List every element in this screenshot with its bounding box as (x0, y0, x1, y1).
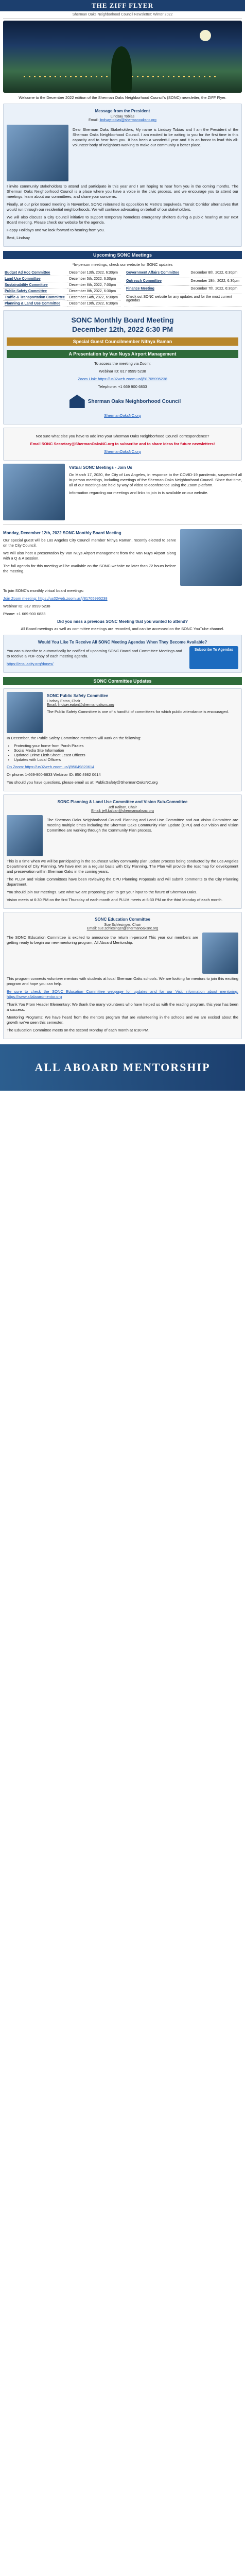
planning-paragraph-3: The PLUM and Vision Committees have been reviewing the CPU Planning Proposals and will submit comments to the City Planning department. (7, 877, 238, 887)
public-safety-section (3, 688, 242, 791)
list-item: • Updates with Local Officers (14, 757, 238, 762)
meeting-link[interactable]: Finance Meeting (125, 286, 189, 294)
email-signup-cta: Email SONC Secretary@ShermanOaksNC.org to subscribe and to share ideas for future newsletters! (30, 442, 215, 446)
meeting-date: December 19th, 2022, 6:30pm (189, 278, 242, 286)
join-label: To join SONC's monthly virtual board meetings: (3, 588, 84, 593)
planning-paragraph-5: Vision meets at 6:30 PM on the first Thursday of each month and PLUM meets at 6:30 PM on the third Monday of each month. (7, 897, 223, 902)
meeting-link[interactable]: Traffic & Transportation Committee (3, 295, 67, 301)
newsletter-subtitle: Sherman Oaks Neighborhood Council Newsletter: Winter 2022 (3, 11, 242, 19)
table-row (3, 276, 120, 282)
monday-paragraph-2: We will also host a presentation by Van Nuys Airport management from the Van Nuys Airport along with a Q & A session. (3, 551, 176, 561)
president-message-title: Message from the President (95, 109, 150, 113)
president-photo (7, 125, 68, 181)
table-row (3, 295, 120, 301)
email-signup-text: Not sure what else you have to add into your Sherman Oaks Neighborhood Council correspondence? (36, 434, 209, 438)
zoom-meeting-photo (3, 464, 65, 520)
table-row (125, 270, 242, 278)
meeting-link[interactable]: Outreach Committee (125, 278, 189, 286)
board-meeting-box (3, 310, 242, 425)
table-row (3, 282, 120, 289)
education-paragraph-6: The Education Committee meets on the second Monday of each month at 6:30 PM. (7, 1028, 150, 1032)
planning-email[interactable]: Email: jeff.kalban@shermanoaksnc.org (91, 809, 154, 813)
council-website-link[interactable]: ShermanOaksNC.org (104, 413, 141, 418)
monday-webinar: Webinar ID: 817 0599 5238 (3, 604, 50, 608)
education-chair-photo (202, 933, 238, 974)
zoom-label: To access the meeting via Zoom: (94, 361, 151, 366)
table-row (125, 294, 242, 307)
education-section (3, 912, 242, 1039)
public-safety-title: SONC Public Safety Committee (47, 693, 109, 698)
public-safety-phone: Or phone: 1-669-900-6833 Webinar ID: 850 4982 0614 (7, 772, 101, 777)
president-paragraph-4: We will also discuss a City Council initiative to support temporary homeless emergency shelters during a public hearing at our next Board meeting. Please check our website for the agenda. (7, 215, 238, 225)
president-paragraph-5: Happy Holidays and we look forward to hearing from you. (7, 228, 105, 232)
public-safety-paragraph-1: The Public Safety Committee is one of a handful of committees for which public attendance is encouraged. (47, 709, 229, 714)
president-signoff: Best, Lindsay (7, 235, 30, 240)
meeting-date: December 8th, 2022, 6:30pm (189, 270, 242, 278)
missed-meeting-title: Did you miss a previous SONC Meeting that you wanted to attend? (57, 619, 188, 624)
agenda-subscribe-box (3, 635, 242, 673)
meeting-date: December 5th, 2022, 6:30pm (67, 276, 120, 282)
missed-meeting-text: All Board meetings as well as committee meetings are recorded, and can be accessed on the SONC YouTube channel. (21, 626, 224, 631)
committee-updates-header: SONC Committee Updates (3, 677, 242, 685)
meeting-date: December 14th, 2022, 6:30pm (67, 295, 120, 301)
join-zoom-link[interactable]: Join Zoom meeting: https://us02web.zoom.us/j/81705995238 (3, 596, 108, 601)
meeting-date: December 7th, 2022, 6:30pm (189, 286, 242, 294)
president-email-link[interactable]: lindsay.tobias@shermanoaksnc.org (99, 118, 156, 122)
meeting-date: December 8th, 2022, 6:30pm (67, 289, 120, 295)
upcoming-meetings-header: Upcoming SONC Meetings (3, 251, 242, 259)
list-item: • Social Media Site Information (14, 748, 238, 753)
planning-paragraph-4: You should join our meetings. See what we are proposing; plan to get your input to the future of Sherman Oaks. (7, 890, 197, 894)
email-signup-box (3, 428, 242, 461)
agenda-subscribe-title: Would You Like To Receive All SONC Meeting Agendas When They Become Available? (38, 640, 207, 645)
website-note: Check out SONC website for any updates and for the most current agendas (125, 294, 242, 307)
meeting-table-left (3, 270, 120, 307)
meeting-date: December 13th, 2022, 6:30pm (67, 270, 120, 276)
education-email[interactable]: Email: sue.schlesinger@shermanoaksnc.org (86, 927, 159, 930)
president-name: Lindsay Tobias (110, 115, 135, 118)
upcoming-note: *In-person meetings, check our website for SONC updates (72, 262, 173, 267)
monday-meeting-title: Monday, December 12th, 2022 SONC Monthly Board Meeting (3, 531, 121, 535)
hero-image (3, 21, 242, 93)
public-safety-email[interactable]: Email: lindsay.eaton@shermanoaksnc.org (47, 703, 114, 707)
education-paragraph-5: Mentoring Programs: We have heard from the mentors program that are volunteering in the schools and we are excited about the growth we've seen this semester. (7, 1015, 238, 1025)
special-guest-bar: Special Guest Councilmember Nithya Raman (7, 337, 238, 346)
table-row (3, 270, 120, 276)
zoom-link[interactable]: Zoom Link: https://us02web.zoom.us/j/81705995238 (78, 377, 167, 381)
planning-paragraph-2: This is a time when we will be participating in the southeast valley community plan update process being conducted by the Los Angeles Department of City Planning. We have met on a regular basis with City Planning. The Plan will provide the roadmap for development and preservation within Sherman Oaks in the coming years. (7, 859, 238, 874)
public-safety-questions: You should you have questions, please email us at: PublicSafety@ShermanOaksNC.org (7, 780, 158, 785)
council-name: Sherman Oaks Neighborhood Council (87, 398, 181, 404)
table-row (125, 278, 242, 286)
education-paragraph-3[interactable]: Be sure to check the SONC Education Committee webpage for updates and for our Visit information about mentoring: https://www.allaboardmentor.org (7, 989, 238, 999)
webinar-id: Webinar ID: 817 0599 5238 (99, 369, 146, 374)
education-chair: Sue Schlesinger, Chair (104, 923, 141, 927)
email-signup-link[interactable]: ShermanOaksNC.org (104, 449, 141, 454)
house-icon (69, 395, 85, 408)
meeting-link[interactable]: Land Use Committee (3, 276, 67, 282)
planning-section (3, 794, 242, 909)
education-paragraph-4: Thank You From Header Elementary: We thank the many volunteers who have helped us with the reading program, this year has been a success. (7, 1002, 238, 1012)
monday-phone: Phone: +1 669 900 6833 (3, 612, 46, 616)
public-safety-paragraph-2: In December, the Public Safety Committee members will work on the following: (7, 736, 142, 740)
meeting-link[interactable]: Planning & Land Use Committee (3, 301, 67, 307)
education-title: SONC Education Committee (95, 917, 150, 922)
meeting-date: December 6th, 2022, 7:00pm (67, 282, 120, 289)
monday-paragraph-3: The full agenda for this meeting will be available on the SONC website no later than 72 hours before the meeting. (3, 564, 176, 573)
education-paragraph-1: The SONC Education Committee is excited to announce the return in-person! This year our members are getting ready to begin our new mentoring program, All Aboard Mentorship. (7, 935, 198, 945)
agenda-subscribe-link[interactable]: https://ens.lacity.org/dones/ (7, 662, 54, 666)
board-meeting-date: December 12th, 2022 6:30 PM (72, 325, 173, 333)
monday-paragraph-1: Our special guest will be Los Angeles City Council member Nithya Raman, recently elected to serve on the City Council. (3, 538, 176, 548)
planning-paragraph-1: The Sherman Oaks Neighborhood Council Planning and Land Use Committee and our Vision Committee are meeting multiple times including the Sherman Oaks Community Plan Update (CPU) and our Vision and Vision Committee are working through the Community Plan process. (47, 818, 238, 833)
virtual-meetings-title: Virtual SONC Meetings - Join Us (69, 465, 132, 470)
presentation-bar: A Presentation by Van Nuys Airport Management (7, 350, 238, 358)
education-paragraph-2: This program connects volunteer mentors with students at local Sherman Oaks schools. We are looking for mentors to join this exciting program and hope you can help. (7, 976, 238, 986)
newsletter-title: THE ZIFF FLYER (0, 0, 245, 11)
list-item: • Updated Crime Lieth Sheet Least Officers (14, 753, 238, 757)
subscribe-to-agendas-button[interactable]: Subscribe To Agendas (189, 646, 238, 669)
moon-shape (200, 30, 211, 41)
virtual-paragraph-1: On March 17, 2020, the City of Los Angeles, in response to the COVID-19 pandemic, suspended all in-person meetings, including meetings of the Sherman Oaks Neighborhood Council. Since that time, all of our meetings are held by way of video teleconference using the Zoom platform. (69, 472, 242, 487)
councilmember-photo (180, 529, 242, 586)
meeting-date: December 19th, 2022, 6:30pm (67, 301, 120, 307)
council-logo (7, 392, 243, 411)
president-message-box (3, 104, 242, 247)
table-row (3, 301, 120, 307)
president-paragraph-2: I invite community stakeholders to attend and participate in this year and I am hoping to hear from you in the coming months. The Sherman Oaks Neighborhood Council is a place where you have a voice in the civic process, and we encourage you to attend our meetings, learn about our committees, and share your concerns. (7, 184, 238, 199)
board-meeting-title: SONC Monthly Board Meeting (71, 316, 174, 324)
phone-number: Telephone: +1 669 900 6833 (98, 384, 147, 389)
public-safety-chair: Lindsay Eaton, Chair (47, 700, 80, 703)
tree-shape (111, 46, 132, 93)
meeting-link[interactable]: Government Affairs Committee (125, 270, 189, 278)
table-row (125, 286, 242, 294)
planning-chair-photo (7, 815, 43, 856)
newsletter-page (0, 0, 245, 1091)
intro-greeting: Welcome to the December 2022 edition of the Sherman Oaks Neighborhood Council's (SONC) newsletter, the ZIFF Flyer. (19, 95, 226, 100)
meeting-link[interactable]: Public Safety Committee (3, 289, 67, 295)
email-label: Email: (89, 118, 99, 122)
public-safety-zoom[interactable]: On Zoom: https://us02web.zoom.us/j/85049820614 (7, 765, 95, 769)
meeting-table-right (125, 270, 242, 307)
planning-title: SONC Planning & Land Use Committee and Vision Sub-Committee (57, 800, 188, 804)
president-paragraph-1: Dear Sherman Oaks Stakeholders, My name is Lindsay Tobias and I am the President of the Sherman Oaks Neighborhood Council. I am excited to be writing to you for the first time in this capacity and to hear from you. It has been a wonderful year and it is an honor to lead this all-volunteer body of neighbors working to make our community a better place. (73, 127, 238, 147)
list-item: • Protecting your home from Porch Pirates (14, 743, 238, 748)
meeting-link[interactable]: Budget Ad Hoc Committee (3, 270, 67, 276)
president-paragraph-3: Finally, at our prior Board meeting in November, SONC reiterated its opposition to Metro's Sepulveda Transit Corridor alternatives that would run through our residential neighborhoods. We will continue advocating on behalf of our stakeholders. (7, 202, 238, 212)
table-row (3, 289, 120, 295)
agenda-subscribe-text: You can subscribe to automatically be notified of upcoming SONC Board and Committee Meetings and to receive a PDF copy of each meeting agenda. (7, 649, 182, 658)
virtual-paragraph-2: Information regarding our meetings and links to join in is available on our website. (69, 490, 208, 495)
all-aboard-mentorship-banner: ALL ABOARD MENTORSHIP (0, 1044, 245, 1091)
public-safety-chair-photo (7, 692, 43, 733)
meeting-link[interactable]: Sustainability Committee (3, 282, 67, 289)
divider (3, 524, 242, 525)
planning-chair: Jeff Kalban, Chair (108, 806, 137, 809)
